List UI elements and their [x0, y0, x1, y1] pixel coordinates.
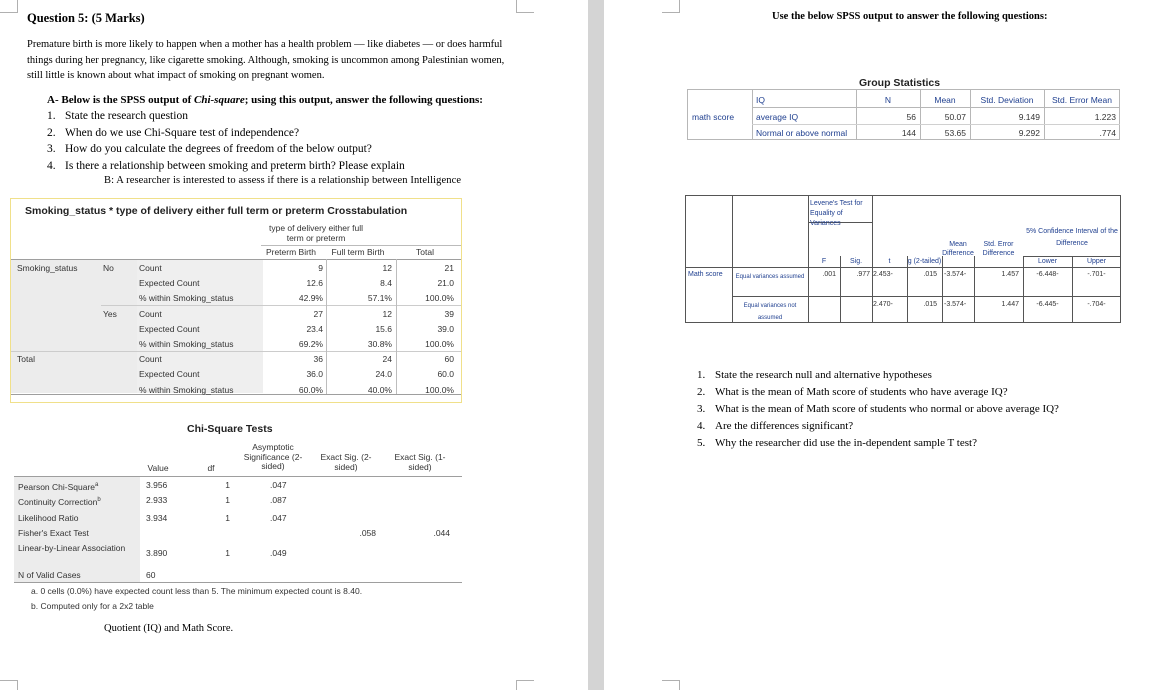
- divider: [1023, 256, 1024, 323]
- divider: [14, 582, 462, 583]
- cell: 2.470-: [873, 301, 893, 308]
- row-header-bg: [11, 259, 137, 393]
- row-label-text: Linear-by-Linear Association: [18, 543, 126, 553]
- list-item: 3. How do you calculate the degrees of freedom of the below output?: [47, 143, 372, 155]
- crop-mark: [516, 0, 534, 13]
- cell: -.704-: [1087, 301, 1106, 308]
- col-header: Preterm Birth: [265, 247, 317, 257]
- row-label: math score: [692, 112, 735, 122]
- col-header: Full term Birth: [331, 247, 385, 257]
- col-header: t: [888, 258, 891, 265]
- crop-mark: [662, 680, 680, 690]
- list-item: 4. Is there a relationship between smoking and preterm birth? Please explain: [47, 159, 405, 172]
- cell: 1: [225, 495, 230, 505]
- list-item: 1. State the research question: [47, 110, 188, 122]
- footnote: a. 0 cells (0.0%) have expected count less than 5. The minimum expected count is 8.40.: [31, 586, 363, 596]
- row-label: Math score: [688, 271, 723, 278]
- divider: [752, 124, 1120, 125]
- cell: 1: [225, 513, 230, 523]
- col-group-header: type of delivery either full term or preterm: [268, 223, 364, 243]
- row-label: [18, 570, 136, 580]
- cell: 2.933: [146, 495, 168, 505]
- col-header: Sig.: [849, 258, 863, 265]
- divider: [261, 245, 461, 246]
- divider: [907, 256, 908, 323]
- list-item: 2. When do we use Chi-Square test of independence?: [47, 126, 300, 139]
- divider: [840, 256, 841, 323]
- chi-square-title: Chi-Square Tests: [187, 423, 273, 435]
- col-header: Value: [147, 463, 169, 473]
- col-header: N: [884, 95, 892, 105]
- list-item: 3. What is the mean of Math score of students who normal or above average IQ?: [697, 403, 1059, 415]
- cell: 3.890: [146, 548, 168, 558]
- col-header: Exact Sig. (2-sided): [320, 452, 372, 472]
- col-header: Std. Deviation: [980, 95, 1034, 105]
- col-header: df: [207, 463, 215, 473]
- divider: [14, 476, 462, 477]
- cell: 1.457: [1001, 271, 1019, 278]
- row-sub-label: No: [103, 263, 114, 273]
- divider: [974, 256, 975, 323]
- divider: [101, 305, 461, 306]
- list-item: 5. Why the researcher did use the in-dependent sample T test?: [697, 437, 977, 449]
- cell: .774: [1099, 128, 1116, 138]
- cell: 27: [313, 308, 323, 319]
- cell: -6.445-: [1036, 301, 1059, 308]
- row-group-label: Smoking_status: [17, 263, 78, 273]
- col-header: g (2-tailed): [907, 258, 942, 265]
- divider: [732, 296, 1121, 297]
- cell: .044: [433, 528, 450, 538]
- variance-label: Equal variances assumed: [735, 274, 805, 280]
- cell: 39: [444, 308, 454, 319]
- cell: 36: [313, 354, 323, 365]
- cell: 21.0: [437, 278, 454, 289]
- cell: .047: [270, 513, 287, 523]
- part-a-questions: [47, 108, 405, 174]
- col-header: Lower: [1037, 258, 1058, 265]
- cell: 9.149: [1018, 112, 1040, 122]
- crosstab-title: Smoking_status * type of delivery either full term or preterm Crosstabulation: [25, 205, 408, 217]
- divider: [1072, 256, 1073, 323]
- cell: 53.65: [944, 128, 966, 138]
- crop-mark: [0, 680, 18, 690]
- cell: 3.934: [146, 513, 168, 523]
- cell: 144: [901, 128, 916, 138]
- cell: 9: [318, 263, 323, 273]
- cell: 57.1%: [367, 293, 392, 304]
- row-label-text: Fisher's Exact Test: [18, 528, 89, 538]
- divider: [685, 267, 1121, 268]
- stat-label: Expected Count: [139, 323, 200, 334]
- cell: 24: [382, 354, 392, 365]
- cell: .001: [822, 271, 836, 278]
- row-label: [18, 480, 136, 492]
- right-page: [604, 0, 1161, 690]
- variance-label: Equal variances not assumed: [743, 303, 797, 321]
- col-header: Mean Difference: [942, 241, 974, 257]
- cell: 60.0%: [298, 384, 323, 395]
- row-label: [18, 543, 136, 553]
- cell: 42.9%: [298, 293, 323, 304]
- stat-label: Expected Count: [139, 369, 200, 380]
- cell: 21: [444, 263, 454, 273]
- cell: -.701-: [1087, 271, 1106, 278]
- divider: [11, 259, 461, 260]
- cell: -6.448-: [1036, 271, 1059, 278]
- row-sub-label: Yes: [103, 308, 117, 319]
- cell: 36.0: [306, 369, 323, 380]
- list-item: 2. What is the mean of Math score of students who have average IQ?: [697, 386, 1008, 398]
- cell: 1.447: [1001, 301, 1019, 308]
- cell: 60: [444, 354, 454, 365]
- list-item: 1. State the research null and alternative hypotheses: [697, 369, 932, 381]
- cell: -3.574-: [944, 271, 967, 278]
- divider: [752, 89, 753, 140]
- row-label-text: Continuity Correction: [18, 496, 98, 507]
- cell: 1.223: [1094, 112, 1116, 122]
- right-questions: [697, 367, 1059, 452]
- col-header: Upper: [1086, 258, 1107, 265]
- crop-mark: [516, 680, 534, 690]
- cell: 60: [146, 570, 156, 580]
- cell: 9.292: [1018, 128, 1040, 138]
- cell: 12.6: [306, 278, 323, 289]
- col-header: Total: [416, 247, 434, 257]
- row-label: [18, 495, 136, 507]
- divider: [752, 107, 1120, 108]
- part-b-text: B: A researcher is interested to assess if there is a relationship between Intelligence: [104, 175, 462, 186]
- stat-label: % within Smoking_status: [139, 339, 234, 349]
- cell: 100.0%: [425, 339, 454, 349]
- cell: 39.0: [437, 323, 454, 334]
- levene-header: Levene's Test for Equality of Variances: [810, 200, 863, 227]
- col-header: Mean: [934, 95, 956, 105]
- cell: .049: [270, 548, 287, 558]
- crop-mark: [0, 0, 18, 13]
- row-label-text: Likelihood Ratio: [18, 513, 79, 523]
- question-title: Question 5: (5 Marks): [27, 11, 145, 25]
- ci-header: 5% Confidence Interval of the Difference: [1026, 228, 1118, 247]
- cell: 50.07: [944, 112, 966, 122]
- cell: 1: [225, 548, 230, 558]
- stat-label: % within Smoking_status: [139, 384, 234, 395]
- row-label-text: N of Valid Cases: [18, 570, 81, 580]
- cell: 100.0%: [425, 293, 454, 304]
- list-item: 4. Are the differences significant?: [697, 420, 854, 432]
- row-group-label: Total: [17, 354, 35, 365]
- group-label: average IQ: [756, 112, 799, 122]
- divider: [942, 256, 943, 323]
- cell: .087: [270, 495, 287, 505]
- crop-mark: [662, 0, 680, 13]
- cell: 56: [906, 112, 916, 122]
- col-header: Exact Sig. (1-sided): [394, 452, 446, 472]
- cell: 69.2%: [298, 339, 323, 349]
- cell: .977: [856, 271, 870, 278]
- cell: 15.6: [375, 323, 392, 334]
- group-stats-title: Group Statistics: [859, 77, 941, 89]
- cell: .058: [359, 528, 376, 538]
- cell: 12: [382, 308, 392, 319]
- cell: 100.0%: [425, 384, 454, 395]
- cell: .047: [270, 480, 287, 490]
- cell: 2.453-: [873, 271, 893, 278]
- row-label: [18, 513, 136, 523]
- stat-label: Count: [139, 308, 162, 319]
- divider: [11, 394, 461, 395]
- col-header: Std. Error Mean: [1052, 95, 1112, 105]
- intro-paragraph: Premature birth is more likely to happen when a mother has a health problem — like diabetes — or does harmful things during her pregnancy, like cigarette smoking. Although, smoking is uncommon among Palestinian women, still little is known about what impact of smoking on pregnant women.: [27, 39, 505, 81]
- col-header: F: [821, 258, 827, 265]
- right-heading: Use the below SPSS output to answer the following questions:: [772, 11, 1048, 22]
- cell: .015: [923, 301, 937, 308]
- footnote-marker: a: [95, 482, 99, 488]
- cell: .015: [923, 271, 937, 278]
- footnote-marker: b: [97, 497, 101, 503]
- divider: [1023, 256, 1121, 257]
- crosstab-table: [10, 198, 462, 403]
- group-label: Normal or above normal: [756, 128, 848, 138]
- col-header: IQ: [756, 95, 765, 105]
- cell: -3.574-: [944, 301, 967, 308]
- cell: 8.4: [380, 278, 392, 289]
- part-b-continuation: Quotient (IQ) and Math Score.: [104, 623, 234, 634]
- cell: 30.8%: [367, 339, 392, 349]
- cell: 24.0: [375, 369, 392, 380]
- col-header: Std. Error Difference: [982, 241, 1015, 257]
- cell: 23.4: [306, 323, 323, 334]
- stat-label: Expected Count: [139, 278, 200, 289]
- col-header: Asymptotic Significance (2-sided): [243, 442, 303, 471]
- footnote: b. Computed only for a 2x2 table: [31, 601, 154, 611]
- cell: 12: [382, 263, 392, 273]
- cell: 40.0%: [367, 384, 392, 395]
- stat-label: Count: [139, 354, 162, 365]
- cell: 1: [225, 480, 230, 490]
- row-label: [18, 528, 136, 538]
- stat-label: Count: [139, 263, 162, 273]
- divider: [11, 351, 461, 352]
- stat-label: % within Smoking_status: [139, 293, 234, 304]
- cell: 60.0: [437, 369, 454, 380]
- part-a-heading: A- Below is the SPSS output of Chi-square; using this output, answer the following questions:: [47, 94, 483, 106]
- cell: 3.956: [146, 480, 168, 490]
- row-label-text: Pearson Chi-Square: [18, 481, 96, 492]
